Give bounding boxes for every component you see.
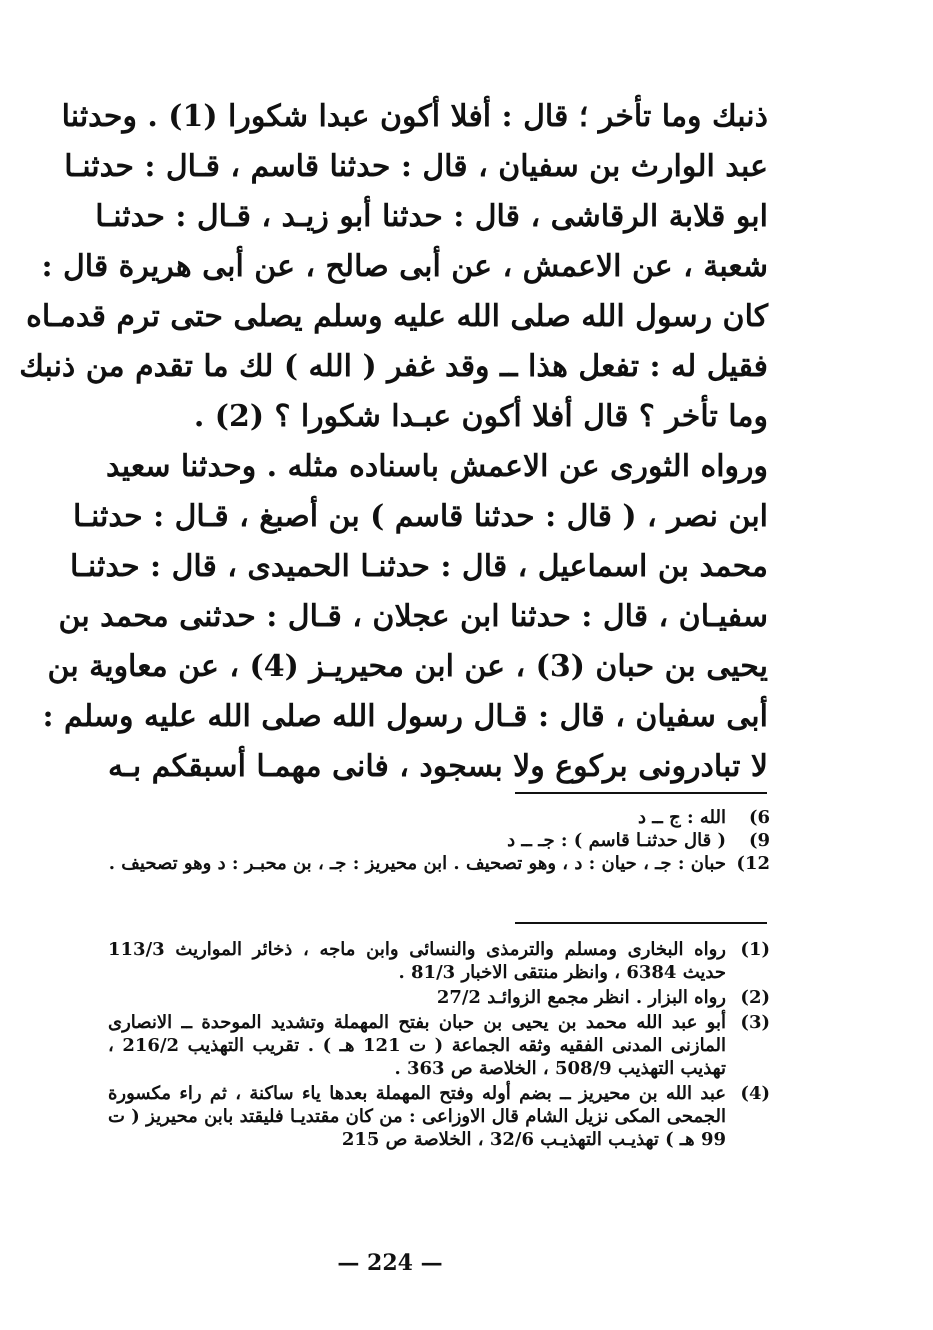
variant-number: 12): [736, 853, 770, 874]
footnote-number: (3): [740, 1012, 770, 1033]
main-text-block: [19, 92, 768, 792]
variant-number: 6): [748, 807, 770, 828]
variant-text: ( قال حدثنـا قاسم ) : جـ ــ د: [507, 830, 726, 851]
main-line: ورواه الثورى عن الاعمش باسناده مثله . وحدثنا سعيد: [106, 449, 768, 484]
main-line: أبى سفيان ، قال : قـال رسول الله صلى الله عليه وسلم :: [42, 699, 768, 734]
main-line: يحيى بن حبان (3) ، عن ابن محيريـز (4) ، عن معاوية بن: [47, 649, 768, 684]
main-line: فقيل له : تفعل هذا ــ وقد غفر ( الله ) لك ما تقدم من ذنبك: [19, 349, 768, 384]
footnotes: [108, 938, 770, 1153]
main-line: وما تأخر ؟ قال أفلا أكون عبـدا شكورا ؟ (2) .: [193, 399, 768, 434]
variants-divider: [515, 792, 767, 794]
variant-item: [108, 829, 770, 852]
main-line: ذنبك وما تأخر ؛ قال : أفلا أكون عبدا شكورا (1) . وحدثنا: [61, 99, 768, 134]
footnote-text: عبد الله بن محيريز ــ بضم أوله وفتح المهملة بعدها ياء ساكنة ، ثم راء مكسورة الجمحى المكى نزيل الشام قال الاوزاعى : من كان مقتديـا فليقتد بابن محيريز ( ت 99 هـ ) تهذيـب التهذيـب 32/6 ، الخلاصة ص 215: [108, 1083, 726, 1150]
footnote-item: [108, 986, 770, 1009]
footnote-number: (4): [740, 1083, 770, 1104]
footnotes-divider: [515, 922, 767, 924]
footnote-number: (2): [740, 987, 770, 1008]
textual-variants: [108, 806, 770, 875]
footnote-text: رواه البزار . انظر مجمع الزوائـد 27/2: [436, 987, 726, 1008]
variant-item: [108, 806, 770, 829]
main-line: لا تبادرونى بركوع ولا بسجود ، فانى مهمـا أسبقكم بـه: [108, 749, 768, 784]
footnote-text: أبو عبد الله محمد بن يحيى بن حبان بفتح المهملة وتشديد الموحدة ــ الانصارى المازنى المدنى الفقيه وثقه الجماعة ( ت 121 هـ ) . تقريب التهذيب 216/2 ، تهذيب التهذيب 508/9 ، الخلاصة ص 363 .: [108, 1012, 727, 1079]
variant-text: حبان : جـ ، حيان : د ، وهو تصحيف . ابن محيريز : جـ ، بن محبـر : د وهو تصحيف .: [108, 853, 726, 874]
variant-text: الله : ج ــ د: [638, 807, 726, 828]
footnote-item: [108, 938, 770, 984]
main-line: ابن نصر ، ( قال : حدثنا قاسم ) بن أصبغ ، قـال : حدثنـا: [73, 499, 768, 534]
footnote-item: [108, 1011, 770, 1080]
variant-number: 9): [748, 830, 770, 851]
page-number: — 224 —: [337, 1250, 443, 1276]
main-line: محمد بن اسماعيل ، قال : حدثنـا الحميدى ، قال : حدثنـا: [69, 549, 768, 584]
main-line: عبد الوارث بن سفيان ، قال : حدثنا قاسم ، قـال : حدثنـا: [64, 149, 768, 184]
variant-item: [108, 852, 770, 875]
main-line: شعبة ، عن الاعمش ، عن أبى صالح ، عن أبى هريرة قال :: [41, 249, 768, 284]
main-line: كان رسول الله صلى الله عليه وسلم يصلى حتى ترم قدمـاه: [26, 299, 768, 334]
main-line: سفيـان ، قال : حدثنا ابن عجلان ، قـال : حدثنى محمد بن: [58, 599, 768, 634]
footnote-item: [108, 1082, 770, 1151]
footnote-number: (1): [740, 939, 770, 960]
footnote-text: رواه البخارى ومسلم والترمذى والنسائى وابن ماجه ، ذخائر المواريث 113/3 حديث 6384 ، وانظر منتقى الاخبار 81/3 .: [108, 939, 726, 983]
main-line: ابو قلابة الرقاشى ، قال : حدثنا أبو زيـد ، قـال : حدثنـا: [95, 199, 768, 234]
